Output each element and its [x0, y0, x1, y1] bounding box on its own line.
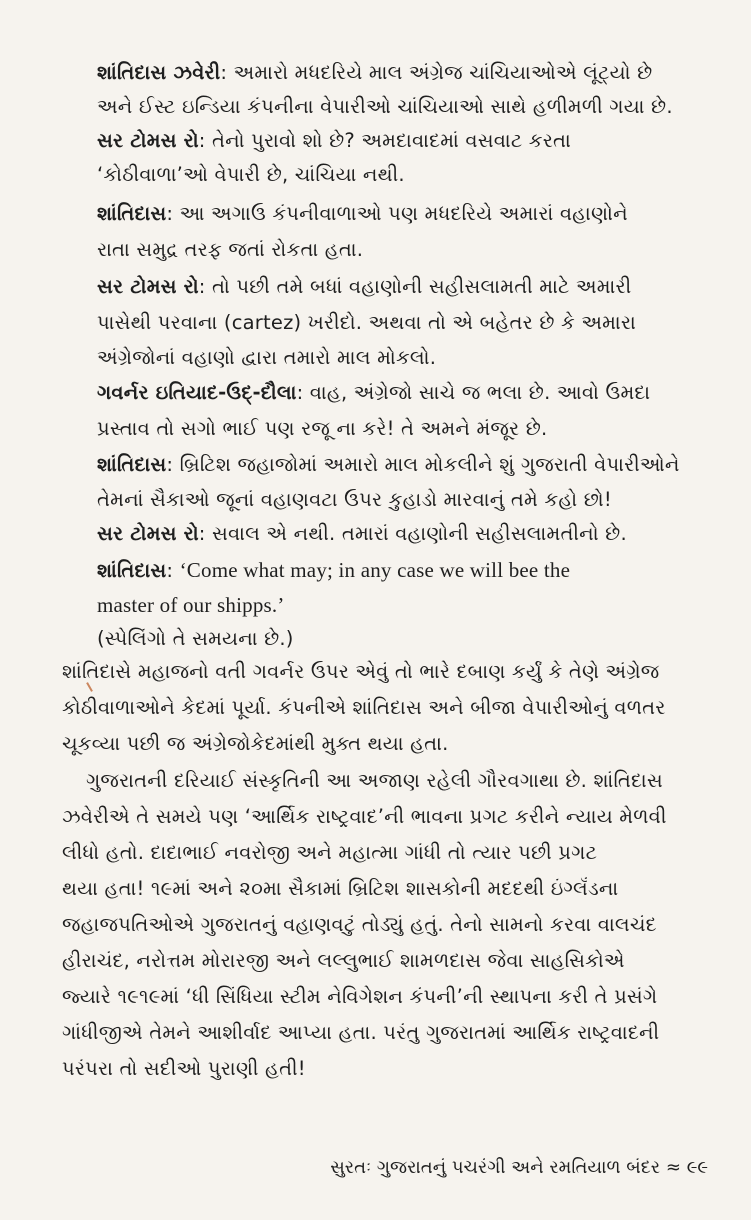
speaker-name: શાંતિદાસ: [97, 453, 167, 476]
dialogue-text: અમારો મધદરિયે માલ અંગ્રેજ ચાંચિયાઓએ લૂંટ્યો છે: [233, 61, 653, 84]
paragraph-line: ઝવેરીએ તે સમયે પણ ‘આર્થિક રાષ્ટ્રવાદ’ની ભાવના પ્રગટ કરીને ન્યાય મેળવી: [62, 805, 667, 828]
dialogue-line: સર ટોમસ રો: તો પછી તમે બધાં વહાણોની સહીસલામતી માટે અમારી: [97, 275, 632, 298]
paragraph-line: કોઠીવાળાઓને કેદમાં પૂર્યા. કંપનીએ શાંતિદાસ અને બીજા વેપારીઓનું વળતર: [62, 696, 666, 719]
dialogue-line: સર ટોમસ રો: સવાલ એ નથી. તમારાં વહાણોની સહીસલામતીનો છે.: [97, 522, 627, 545]
dialogue-text: આ અગાઉ કંપનીવાળાઓ પણ મધદરિયે અમારાં વહાણોને: [179, 202, 628, 225]
dialogue-line: શાંતિદાસ: આ અગાઉ કંપનીવાળાઓ પણ મધદરિયે અમારાં વહાણોને: [97, 202, 628, 225]
paragraph-line: ગુજરાતની દરિયાઈ સંસ્કૃતિની આ અજાણ રહેલી ગૌરવગાથા છે. શાંતિદાસ: [86, 769, 663, 792]
dialogue-line: શાંતિદાસ: ‘Come what may; in any case we will bee the: [97, 558, 571, 582]
dialogue-text: ‘કોઠીવાળા’ઓ વેપારી છે, ચાંચિયા નથી.: [97, 163, 405, 186]
dialogue-text: તેનો પુરાવો શો છે? અમદાવાદમાં વસવાટ કરતા: [211, 129, 571, 152]
dialogue-text: પ્રસ્તાવ તો સગો ભાઈ પણ રજૂ ના કરે! તે અમને મંજૂર છે.: [97, 417, 548, 440]
dialogue-text: ‘Come what may; in any case we will bee the: [179, 558, 571, 582]
page-number: ૯૯: [686, 1157, 708, 1178]
speaker-name: શાંતિદાસ: [97, 559, 167, 582]
dialogue-text: સવાલ એ નથી. તમારાં વહાણોની સહીસલામતીનો છે.: [211, 522, 627, 545]
dialogue-line: શાંતિદાસ ઝવેરી: અમારો મધદરિયે માલ અંગ્રેજ ચાંચિયાઓએ લૂંટ્યો છે: [97, 61, 653, 84]
dialogue-line: ગવર્નર ઇતિયાદ-ઉદ્-દૌલા: વાહ, અંગ્રેજો સાચે જ ભલા છે. આવો ઉમદા: [97, 381, 651, 404]
dialogue-text: પાસેથી પરવાના (cartez) ખરીદો. અથવા તો એ બહેતર છે કે અમારા: [97, 311, 636, 334]
speaker-name: સર ટોમસ રો: [97, 129, 199, 152]
paragraph-line: જ્યારે ૧૯૧૯માં ‘ધી સિંધિયા સ્ટીમ નેવિગેશન કંપની’ની સ્થાપના કરી તે પ્રસંગે: [62, 985, 658, 1008]
dialogue-text: વાહ, અંગ્રેજો સાચે જ ભલા છે. આવો ઉમદા: [309, 381, 651, 404]
paragraph-line: જહાજપતિઓએ ગુજરાતનું વહાણવટું તોડ્યું હતું. તેનો સામનો કરવા વાલચંદ: [62, 913, 657, 936]
dialogue-text: રાતા સમુદ્ર તરફ જતાં રોકતા હતા.: [97, 238, 364, 261]
paragraph-line: થયા હતા! ૧૯માં અને ૨૦મા સૈકામાં બ્રિટિશ શાસકોની મદદથી ઇંગ્લૅંડના: [62, 877, 619, 900]
dialogue-line: શાંતિદાસ: બ્રિટિશ જહાજોમાં અમારો માલ મોકલીને શું ગુજરાતી વેપારીઓને: [97, 453, 680, 476]
speaker-name: શાંતિદાસ ઝવેરી: [97, 61, 221, 84]
dialogue-text: તો પછી તમે બધાં વહાણોની સહીસલામતી માટે અમારી: [211, 275, 632, 298]
speaker-name: ગવર્નર ઇતિયાદ-ઉદ્-દૌલા: [97, 381, 297, 404]
page-footer: [330, 1156, 708, 1180]
dialogue-text: બ્રિટિશ જહાજોમાં અમારો માલ મોકલીને શું ગુજરાતી વેપારીઓને: [179, 453, 680, 476]
footer-separator: ≈: [665, 1157, 681, 1178]
speaker-name: સર ટોમસ રો: [97, 522, 199, 545]
spelling-note: (સ્પેલિંગો તે સમયના છે.): [97, 627, 294, 650]
dialogue-text: master of our shipps.’: [97, 593, 285, 617]
dialogue-line: સર ટોમસ રો: તેનો પુરાવો શો છે? અમદાવાદમાં વસવાટ કરતા: [97, 129, 571, 152]
dialogue-text: અને ઈસ્ટ ઇન્ડિયા કંપનીના વેપારીઓ ચાંચિયાઓ સાથે હળીમળી ગયા છે.: [97, 95, 673, 118]
paragraph-line: હીરાચંદ, નરોત્તમ મોરારજી અને લલ્લુભાઈ શામળદાસ જેવા સાહસિકોએ: [62, 949, 625, 972]
speaker-name: સર ટોમસ રો: [97, 275, 199, 298]
paragraph-line: ચૂકવ્યા પછી જ અંગ્રેજોકેદમાંથી મુક્ત થયા હતા.: [62, 732, 449, 755]
dialogue-text: અંગ્રેજોનાં વહાણો દ્વારા તમારો માલ મોકલો.: [97, 346, 437, 369]
paragraph-line: પરંપરા તો સદીઓ પુરાણી હતી!: [62, 1057, 306, 1080]
paragraph-line: લીધો હતો. દાદાભાઈ નવરોજી અને મહાત્મા ગાંધી તો ત્યાર પછી પ્રગટ: [62, 841, 598, 864]
dialogue-text: તેમનાં સૈકાઓ જૂનાં વહાણવટા ઉપર કુહાડો મારવાનું તમે કહો છો!: [97, 488, 612, 511]
paragraph-line: ગાંધીજીએ તેમને આશીર્વાદ આપ્યા હતા. પરંતુ ગુજરાતમાં આર્થિક રાષ્ટ્રવાદની: [62, 1021, 660, 1044]
speaker-name: શાંતિદાસ: [97, 202, 167, 225]
paragraph-line: શાંતિદાસે મહાજનો વતી ગવર્નર ઉપર એવું તો ભારે દબાણ કર્યું કે તેણે અંગ્રેજ: [62, 660, 660, 683]
footer-title: સુરતઃ ગુજરાતનું પચરંગી અને રમતિયાળ બંદર: [330, 1157, 661, 1178]
